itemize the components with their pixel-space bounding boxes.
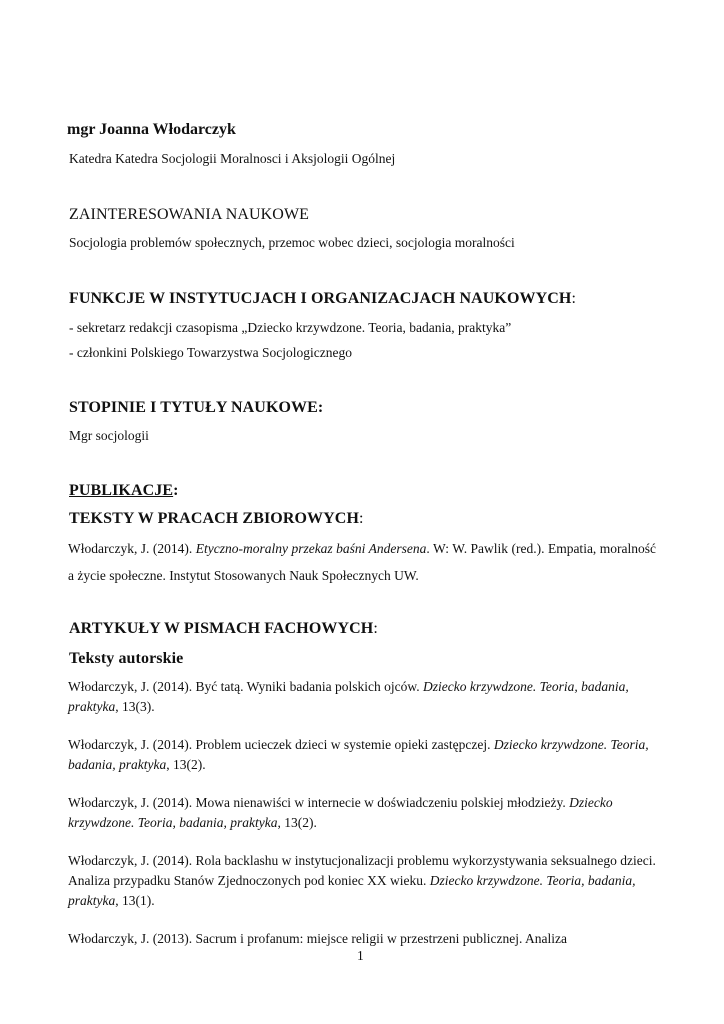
collective-heading <box>69 510 364 528</box>
degrees-text: Mgr socjologii <box>69 428 149 443</box>
article-entry-journal: Dziecko krzywdzone. Teoria, badania, praktyka <box>68 873 636 908</box>
article-entry-lead: Włodarczyk, J. (2014). Mowa nienawiści w internecie w doświadczeniu polskiej młodzieży. <box>68 795 570 810</box>
degrees-heading: STOPINIE I TYTUŁY NAUKOWE: <box>69 399 324 416</box>
article-entry-4 <box>68 851 668 911</box>
collective-entry-rest: . W: W. Pawlik (red.). Empatia, moralność a życie społeczne. Instytut Stosowanych Nauk Społecznych UW. <box>68 541 657 583</box>
article-entry-1 <box>68 677 668 717</box>
collective-heading-text: TEKSTY W PRACACH ZBIOROWYCH <box>69 510 360 527</box>
article-entry-rest: , 13(2). <box>277 815 317 830</box>
interests-text: Socjologia problemów społecznych, przemoc wobec dzieci, socjologia moralności <box>69 235 515 250</box>
collective-entry <box>68 535 656 589</box>
article-entry-2 <box>68 735 668 775</box>
interests-heading: ZAINTERESOWANIA NAUKOWE <box>69 206 310 223</box>
functions-heading <box>69 290 576 308</box>
articles-heading-text: ARTYKUŁY W PISMACH FACHOWYCH <box>69 620 374 637</box>
article-entry-lead: Włodarczyk, J. (2014). Rola backlashu w instytucjonalizacji problemu wykorzystywania seksualnego dzieci. Analiza przypadku Stanów Zjednoczonych pod koniec XX wieku. <box>68 853 656 888</box>
publications-heading-text: PUBLIKACJE <box>69 482 174 499</box>
articles-heading-colon: : <box>373 620 378 637</box>
article-entry-5 <box>68 929 668 949</box>
collective-entry-title: Etyczno-moralny przekaz baśni Andersena <box>195 541 427 556</box>
collective-entry-lead: Włodarczyk, J. (2014). <box>68 541 196 556</box>
publications-heading <box>69 482 179 500</box>
article-entry-lead: Włodarczyk, J. (2014). Być tatą. Wyniki badania polskich ojców. <box>68 679 423 694</box>
article-entry-rest: , 13(3). <box>115 699 155 714</box>
articles-heading <box>69 620 378 638</box>
author-name: mgr Joanna Włodarczyk <box>67 121 236 138</box>
collective-heading-colon: : <box>359 510 364 527</box>
functions-item-2: - członkini Polskiego Towarzystwa Socjologicznego <box>69 345 352 360</box>
page-number: 1 <box>357 948 364 963</box>
publications-heading-colon: : <box>173 482 179 499</box>
department: Katedra Katedra Socjologii Moralnosci i Aksjologii Ogólnej <box>69 151 396 166</box>
functions-heading-colon: : <box>571 290 577 307</box>
functions-heading-text: FUNKCJE W INSTYTUCJACH I ORGANIZACJACH NAUKOWYCH <box>69 290 572 307</box>
article-entry-journal: Dziecko krzywdzone. Teoria, badania, praktyka <box>68 795 613 830</box>
article-entry-lead: Włodarczyk, J. (2013). Sacrum i profanum: miejsce religii w przestrzeni publicznej. Analiza <box>68 931 567 946</box>
articles-subheading: Teksty autorskie <box>69 650 184 667</box>
article-entry-journal: Dziecko krzywdzone. Teoria, badania, praktyka <box>68 679 629 714</box>
article-entry-rest: , 13(1). <box>115 893 155 908</box>
article-entry-journal: Dziecko krzywdzone. Teoria, badania, praktyka <box>68 737 649 772</box>
article-entry-lead: Włodarczyk, J. (2014). Problem ucieczek dzieci w systemie opieki zastępczej. <box>68 737 494 752</box>
functions-item-1: - sekretarz redakcji czasopisma „Dziecko krzywdzone. Teoria, badania, praktyka” <box>69 320 512 335</box>
article-entry-3 <box>68 793 668 833</box>
article-entry-rest: , 13(2). <box>166 757 206 772</box>
